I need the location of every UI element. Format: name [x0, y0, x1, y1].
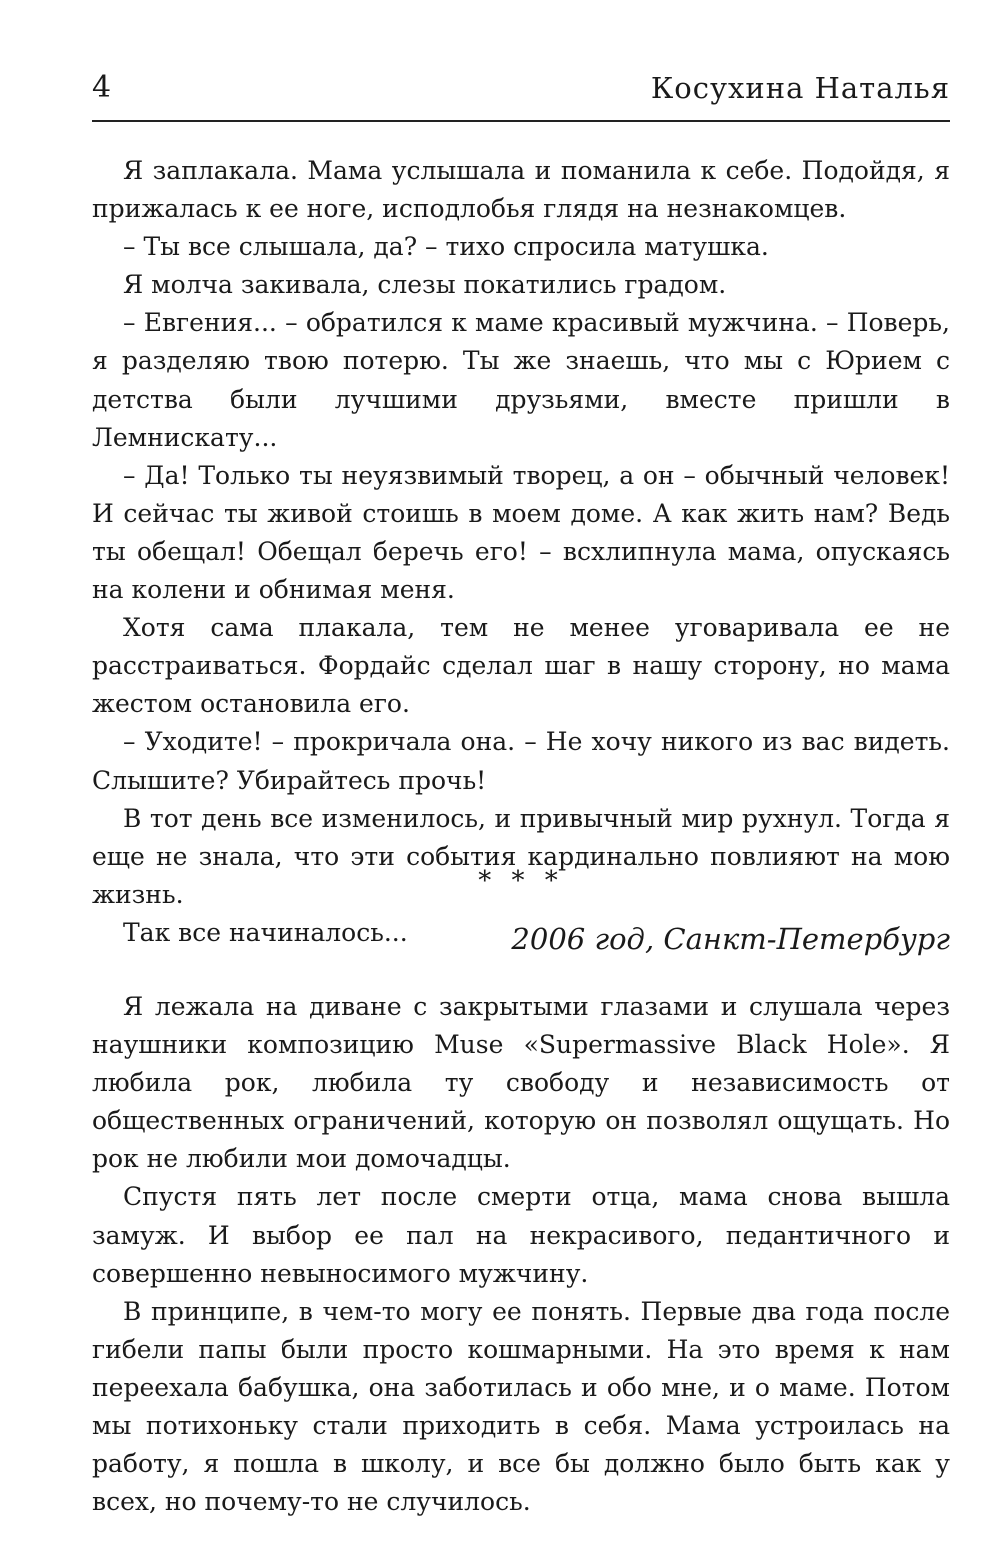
- page-header: [92, 60, 950, 122]
- page-number: 4: [92, 70, 112, 105]
- text-block-prologue: [92, 152, 950, 952]
- paragraph: Я лежала на диване с закрытыми глазами и слушала через наушники композицию Muse «Supermassive Black Hole». Я любила рок, любила ту свободу и независимость от общественных ограничений, которую он позволял ощущать. Но рок не любили мои домочадцы.: [92, 992, 950, 1174]
- paragraph: Я заплакала. Мама услышала и поманила к себе. Подойдя, я прижалась к ее ноге, исподлобья глядя на незнакомцев.: [92, 156, 950, 224]
- paragraph: – Ты все слышала, да? – тихо спросила матушка.: [123, 232, 769, 262]
- paragraph: – Уходите! – прокричала она. – Не хочу никого из вас видеть. Слышите? Убирайтесь прочь!: [92, 727, 950, 795]
- paragraph: В тот день все изменилось, и привычный мир рухнул. Тогда я еще не знала, что эти события кардинально повлияют на мою жизнь.: [92, 803, 950, 909]
- paragraph: – Евгения... – обратился к маме красивый мужчина. – Поверь, я разделяю твою потерю. Ты же знаешь, что мы с Юрием с детства были лучшими друзьями, вместе пришли в Лемнискату...: [92, 308, 950, 452]
- paragraph: Спустя пять лет после смерти отца, мама снова вышла замуж. И выбор ее пал на некрасивого, педантичного и совершенно невыносимого мужчину.: [92, 1182, 950, 1288]
- paragraph: Я молча закивала, слезы покатились градом.: [123, 270, 727, 300]
- section-separator: * * *: [478, 866, 564, 896]
- running-title-author: Косухина Наталья: [650, 71, 950, 105]
- section-dateline: 2006 год, Санкт-Петербург: [511, 922, 950, 956]
- paragraph: Так все начиналось...: [123, 917, 408, 947]
- paragraph: Хотя сама плакала, тем не менее уговаривала ее не расстраиваться. Фордайс сделал шаг в нашу сторону, но мама жестом остановила его.: [92, 613, 950, 719]
- paragraph: В принципе, в чем-то могу ее понять. Первые два года после гибели папы были просто кошмарными. На это время к нам переехала бабушка, она заботилась и обо мне, и о маме. Потом мы потихоньку стали приходить в себя. Мама устроилась на работу, я пошла в школу, и все бы должно было быть как у всех, но почему-то не случилось.: [92, 1296, 950, 1517]
- paragraph: – Да! Только ты неуязвимый творец, а он – обычный человек! И сейчас ты живой стоишь в моем доме. А как жить нам? Ведь ты обещал! Обещал беречь его! – всхлипнула мама, опускаясь на колени и обнимая меня.: [92, 460, 950, 605]
- text-block-chapter: [92, 988, 950, 1521]
